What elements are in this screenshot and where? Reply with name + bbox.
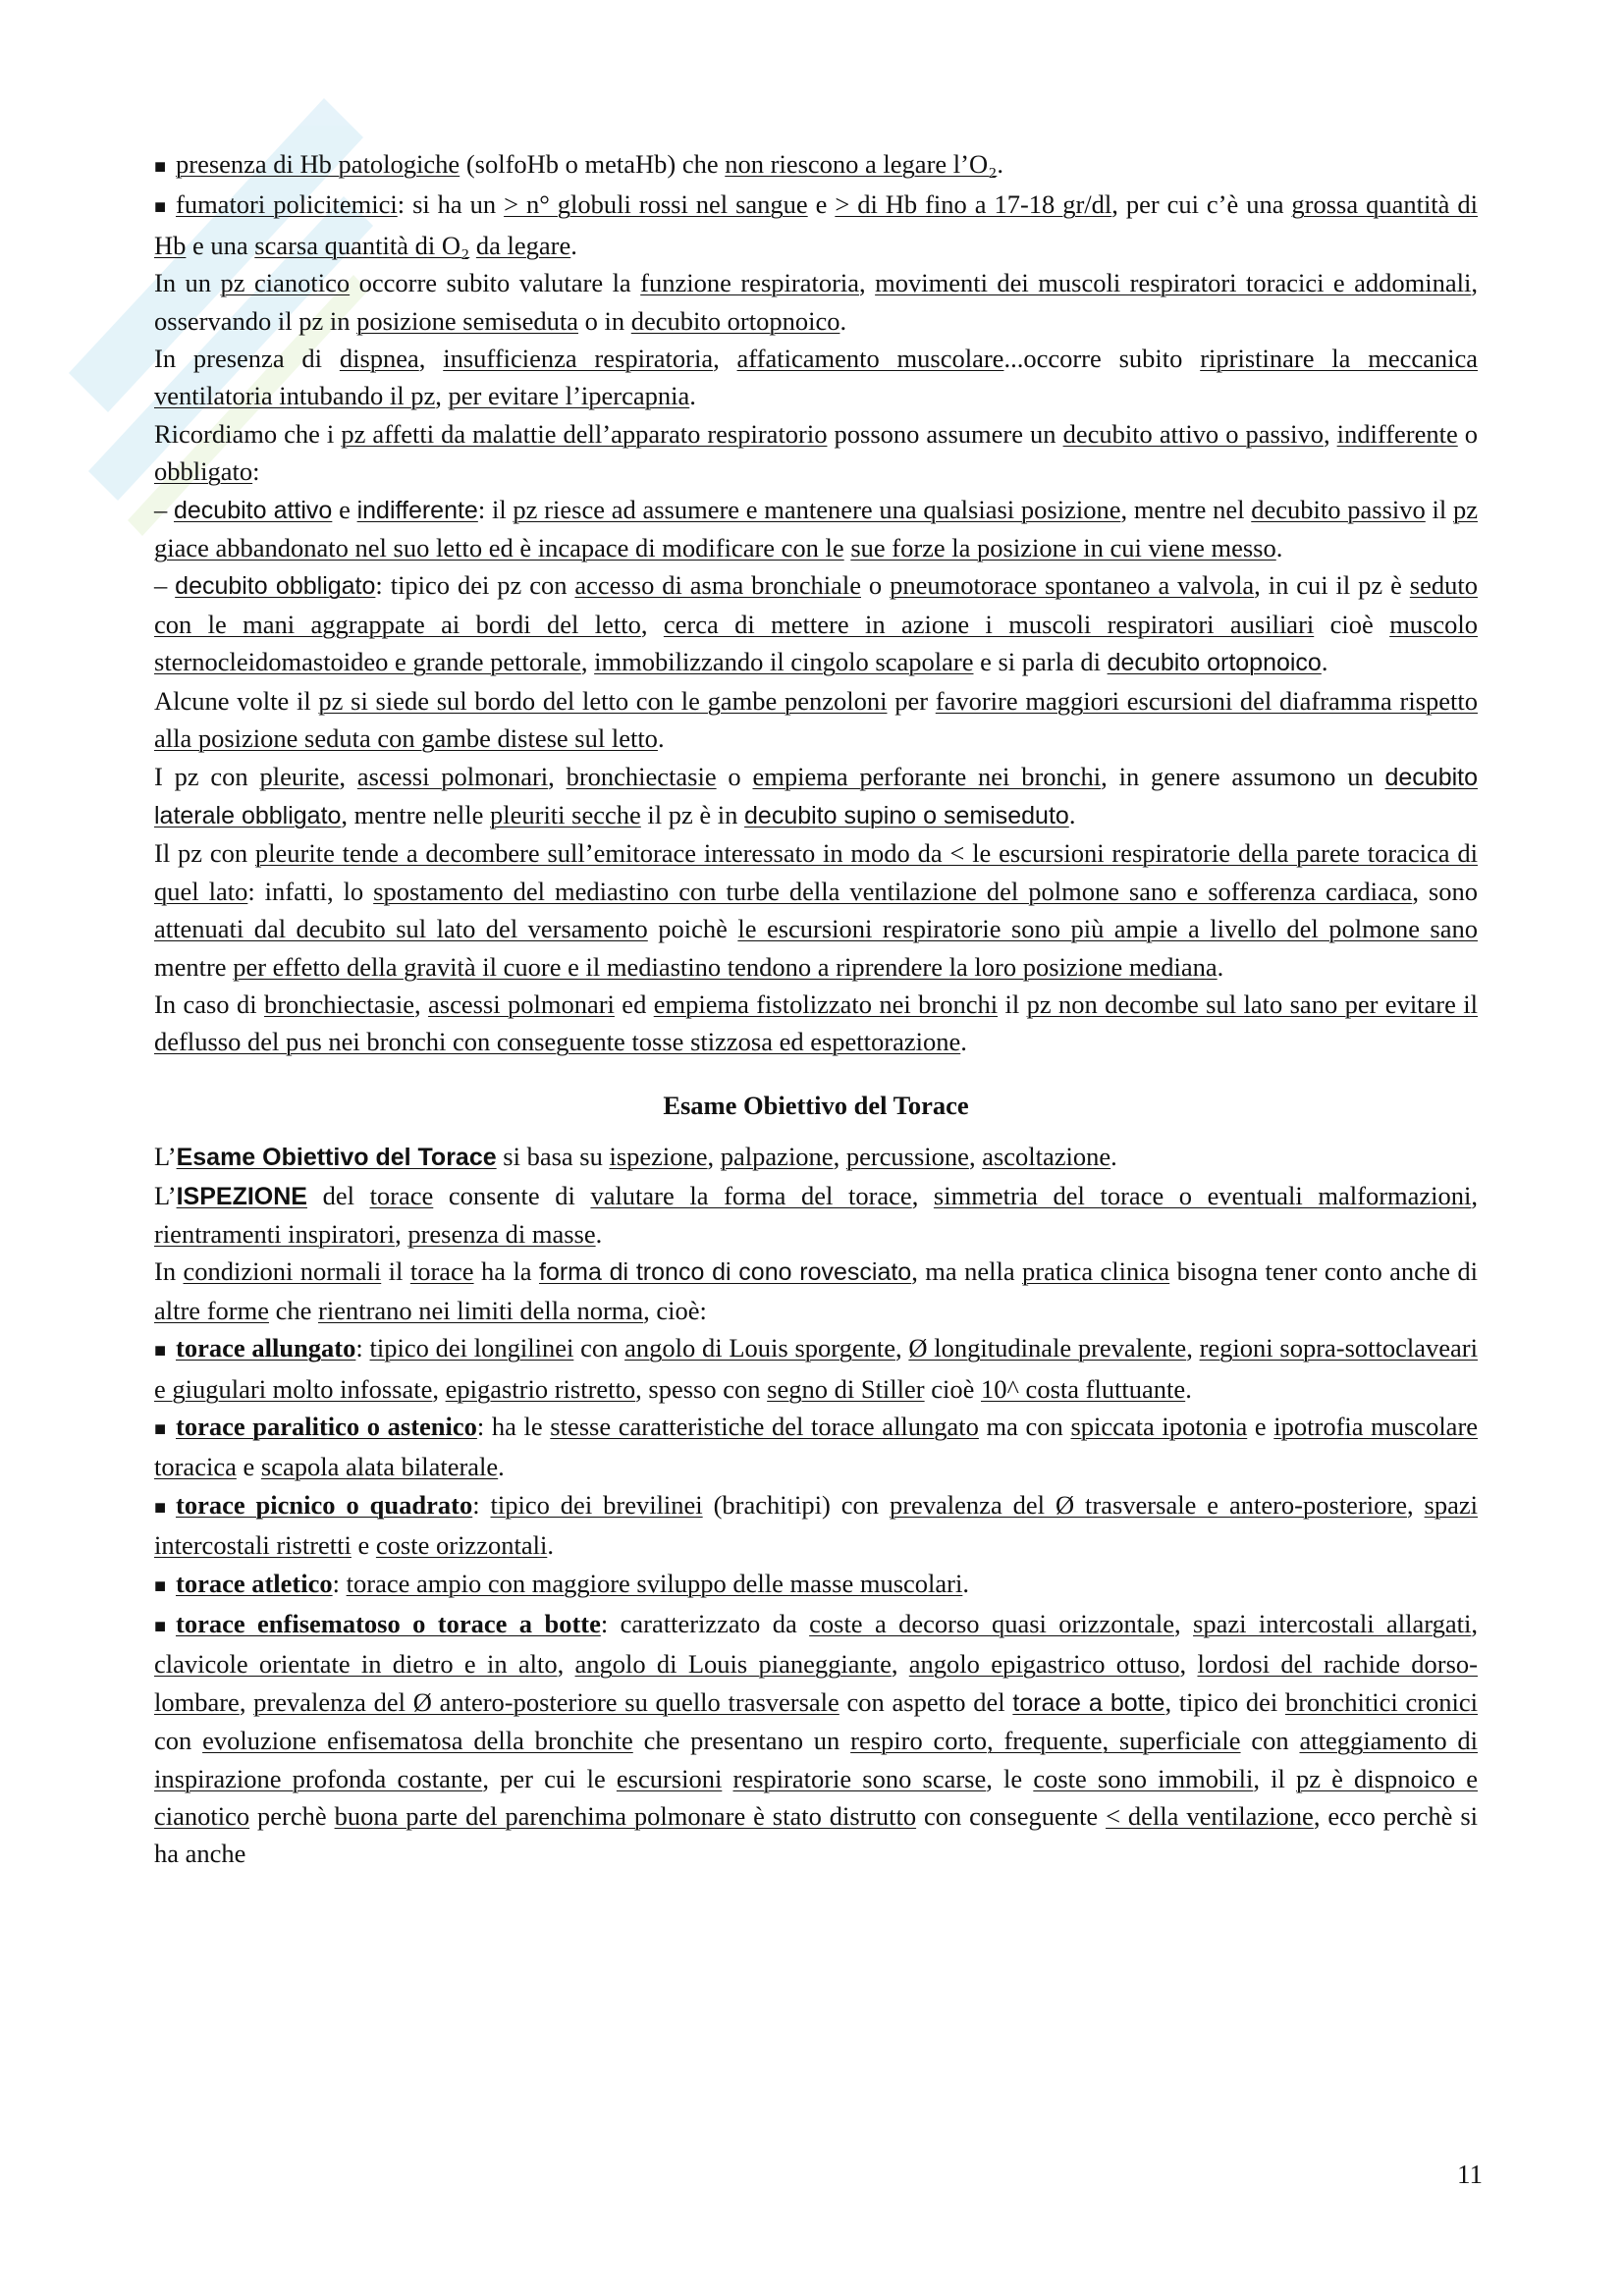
underlined-term: lordosi del rachide dorso-lombare xyxy=(154,1649,1479,1717)
bullet-icon: ■ xyxy=(154,1418,167,1440)
text-run: che xyxy=(268,1295,319,1325)
paragraph xyxy=(154,834,1478,986)
section-esame-obiettivo xyxy=(154,1138,1478,1873)
text-run: o xyxy=(860,570,891,601)
text-run: Ricordiamo che i xyxy=(154,418,342,449)
underlined-term: ripristinare la meccanica ventilatoria intubando il pz xyxy=(154,344,1479,411)
paragraph xyxy=(154,415,1478,491)
text-run: , xyxy=(239,1686,254,1717)
underlined-term: empiema perforante nei bronchi xyxy=(752,761,1102,791)
underlined-term: pz affetti da malattie dell’apparato respiratorio xyxy=(341,418,828,449)
underlined-term: pleurite tende a decombere sull’emitorace interessato in modo da < le escursioni respiratorie della parete toracica di quel lato xyxy=(154,838,1478,906)
text-run: perchè xyxy=(249,1801,335,1832)
underlined-term: torace paralitico o astenico xyxy=(176,1412,477,1441)
text-run: In presenza di xyxy=(154,344,340,374)
text-run: : tipico dei pz con xyxy=(375,570,575,601)
underlined-term: escursioni xyxy=(616,1763,723,1793)
paragraph xyxy=(154,1565,1478,1605)
text-run: cioè xyxy=(924,1373,981,1404)
paragraph xyxy=(154,1605,1478,1873)
text-run: con xyxy=(573,1333,625,1363)
text-run: . xyxy=(962,1568,969,1598)
text-run: . xyxy=(547,1530,554,1561)
underlined-term: ispezione xyxy=(609,1142,708,1172)
underlined-term: obbligato xyxy=(154,456,253,487)
text-run: , xyxy=(833,1142,846,1172)
text-run: , xyxy=(1471,1180,1479,1210)
text-run: : ha le xyxy=(476,1412,551,1441)
underlined-term: > n° globuli rossi nel sangue xyxy=(504,189,808,220)
text-run: , xyxy=(432,1373,446,1404)
underlined-term: clavicole orientate in dietro e in alto xyxy=(154,1649,558,1680)
underlined-term: ipotrofia muscolare toracica xyxy=(154,1412,1479,1482)
text-run: con aspetto del xyxy=(839,1686,1013,1717)
text-run: , ecco perchè si ha anche xyxy=(154,1801,1478,1869)
text-run: , tipico dei xyxy=(1164,1686,1285,1717)
underlined-term: decubito attivo xyxy=(174,496,333,524)
underlined-term: sue forze la posizione in cui viene messo xyxy=(850,533,1276,563)
text-run: . xyxy=(960,1027,967,1057)
text-run: . xyxy=(1217,951,1224,982)
underlined-term: rientrano nei limiti della norma xyxy=(318,1295,644,1325)
text-run: e xyxy=(1247,1412,1274,1441)
underlined-term: angolo di Louis pianeggiante xyxy=(574,1649,892,1680)
underlined-term: ascessi polmonari xyxy=(428,988,615,1019)
text-run: o xyxy=(716,761,753,791)
text-run: si basa su xyxy=(496,1142,610,1172)
bullet-icon: ■ xyxy=(154,1496,167,1519)
underlined-term: spostamento del mediastino con turbe della ventilazione del polmone sano e sofferenza cardiaca xyxy=(373,876,1413,906)
text-run: In un xyxy=(154,268,221,298)
text-run: , xyxy=(713,344,737,374)
text-run: , ma nella xyxy=(911,1256,1023,1287)
underlined-term: angolo di Louis sporgente xyxy=(624,1333,895,1363)
underlined-term: coste sono immobili xyxy=(1033,1763,1254,1793)
underlined-term: pz riesce ad assumere e mantenere una qualsiasi posizione xyxy=(513,494,1121,524)
text-run: e xyxy=(332,494,357,524)
underlined-term: Esame Obiettivo del Torace xyxy=(176,1144,497,1172)
underlined-term: da legare xyxy=(475,230,571,260)
underlined-term: grossa quantità di Hb xyxy=(154,189,1478,260)
underlined-term: evoluzione enfisematosa della bronchite xyxy=(202,1726,633,1756)
bullet-icon: ■ xyxy=(154,1575,167,1597)
underlined-term: accesso di asma bronchiale xyxy=(574,570,861,601)
underlined-term: coste a decorso quasi orizzontale xyxy=(809,1609,1174,1639)
text-run: : xyxy=(332,1568,347,1598)
text-run: con xyxy=(154,1726,203,1756)
text-run: e si parla di xyxy=(973,647,1108,677)
underlined-term: > di Hb fino a 17-18 gr/dl xyxy=(835,189,1112,220)
paragraph xyxy=(154,264,1478,340)
underlined-term: movimenti dei muscoli respiratori toracici e addominali xyxy=(875,268,1472,298)
text-run: In xyxy=(154,1256,184,1287)
paragraph xyxy=(154,986,1478,1061)
paragraph xyxy=(154,566,1478,681)
text-run: . xyxy=(657,723,665,754)
text-run: , cioè: xyxy=(643,1295,707,1325)
underlined-term: scapola alata bilaterale xyxy=(260,1452,499,1482)
text-run: , xyxy=(1179,1649,1198,1680)
text-run: , mentre nel xyxy=(1120,494,1252,524)
paragraph xyxy=(154,340,1478,415)
underlined-term: 10^ costa fluttuante xyxy=(981,1373,1186,1404)
underlined-term: bronchiectasie xyxy=(263,988,414,1019)
text-run: . xyxy=(570,230,577,260)
text-run: del xyxy=(306,1180,370,1210)
underlined-term: muscolo sternocleidomastoideo e grande pettorale xyxy=(154,609,1478,677)
text-run: – xyxy=(154,570,176,601)
underlined-term: pz si siede sul bordo del letto con le gambe penzoloni xyxy=(318,685,888,716)
underlined-term: buona parte del parenchima polmonare è stato distrutto xyxy=(334,1801,917,1832)
text-run: o xyxy=(1457,418,1479,449)
underlined-term: spiccata ipotonia xyxy=(1070,1412,1248,1441)
underlined-term: tipico dei brevilinei xyxy=(490,1489,703,1520)
text-run: , in genere assumono un xyxy=(1101,761,1385,791)
text-run: , xyxy=(548,761,567,791)
paragraph xyxy=(154,1177,1478,1254)
underlined-term: funzione respiratoria xyxy=(640,268,860,298)
text-run: : caratterizzato da xyxy=(600,1609,810,1639)
underlined-term: per effetto della gravità il cuore e il mediastino tendono a riprendere la loro posizione mediana xyxy=(233,951,1218,982)
bullet-icon: ■ xyxy=(154,156,167,178)
underlined-term: decubito ortopnoico xyxy=(630,305,840,336)
text-run: : si ha un xyxy=(397,189,505,220)
text-run: (solfoHb o metaHb) che xyxy=(460,149,726,179)
text-run: , spesso con xyxy=(635,1373,768,1404)
underlined-term: presenza di masse xyxy=(407,1218,596,1249)
underlined-term: coste orizzontali xyxy=(375,1530,548,1561)
underlined-term: decubito supino o semiseduto xyxy=(744,801,1069,829)
underlined-term: ascessi polmonari xyxy=(356,761,549,791)
text-run: e una xyxy=(186,230,255,260)
underlined-term: epigastrio ristretto xyxy=(445,1373,636,1404)
underlined-term: altre forme xyxy=(154,1295,269,1325)
underlined-term: seduto con le mani aggrappate ai bordi del letto xyxy=(154,570,1478,639)
underlined-term: torace xyxy=(369,1180,434,1210)
paragraph xyxy=(154,1329,1478,1408)
underlined-term: dispnea xyxy=(339,344,419,374)
text-run: occorre subito valutare la xyxy=(350,268,641,298)
text-run: , xyxy=(891,1649,909,1680)
text-run: e xyxy=(807,189,836,220)
text-run: ma con xyxy=(978,1412,1071,1441)
paragraph xyxy=(154,145,1478,186)
text-run: L’ xyxy=(154,1142,177,1172)
underlined-term: tipico dei longilinei xyxy=(369,1333,574,1363)
page-number: 11 xyxy=(1457,2160,1483,2189)
underlined-term: scarsa quantità di O₂ xyxy=(254,230,470,260)
text-run: , osservando il pz in xyxy=(154,268,1479,336)
underlined-term: presenza di Hb patologiche xyxy=(176,149,460,179)
text-run: . xyxy=(1110,1142,1117,1172)
text-run: con xyxy=(1240,1726,1300,1756)
text-run: , xyxy=(1406,1489,1425,1520)
text-run: , il xyxy=(1253,1763,1296,1793)
underlined-term: immobilizzando il cingolo scapolare xyxy=(594,647,974,677)
text-run: Il pz con xyxy=(154,838,255,869)
text-run: , xyxy=(1471,1609,1478,1639)
underlined-term: attenuati dal decubito sul lato del versamento xyxy=(154,914,648,944)
underlined-term: pleurite xyxy=(259,761,340,791)
text-run: , xyxy=(418,344,444,374)
text-run: , xyxy=(859,268,876,298)
text-run: In caso di xyxy=(154,988,264,1019)
underlined-term: pratica clinica xyxy=(1022,1256,1170,1287)
bullet-icon: ■ xyxy=(154,1340,167,1362)
underlined-term: prevalenza del Ø trasversale e antero-posteriore xyxy=(889,1489,1407,1520)
underlined-term: posizione semiseduta xyxy=(356,305,579,336)
text-run: . xyxy=(689,381,696,411)
text-run: . xyxy=(595,1218,603,1249)
text-run: , xyxy=(968,1142,983,1172)
underlined-term: pz cianotico xyxy=(220,268,351,298)
text-run: I pz con xyxy=(154,761,260,791)
text-run: il xyxy=(1425,494,1453,524)
paragraph xyxy=(154,186,1478,264)
underlined-term: decubito laterale obbligato xyxy=(154,763,1479,829)
text-run: , xyxy=(895,1333,909,1363)
text-run: . xyxy=(839,305,847,336)
underlined-term: forma di tronco di cono rovesciato xyxy=(539,1258,912,1287)
underlined-term: torace a botte xyxy=(1012,1688,1165,1717)
underlined-term: condizioni normali xyxy=(183,1256,382,1287)
underlined-term: decubito obbligato xyxy=(175,572,376,601)
underlined-term: prevalenza del Ø antero-posteriore su quello trasversale xyxy=(253,1686,839,1717)
text-run: : il xyxy=(477,494,514,524)
underlined-term: decubito passivo xyxy=(1251,494,1426,524)
underlined-term: pz giace abbandonato nel suo letto ed è incapace di modificare con le xyxy=(154,494,1478,563)
underlined-term: indifferente xyxy=(1336,418,1458,449)
text-run: , xyxy=(640,609,664,639)
text-run: , xyxy=(339,761,357,791)
underlined-term: palpazione xyxy=(720,1142,834,1172)
bullet-icon: ■ xyxy=(154,196,167,219)
underlined-term: pleuriti secche xyxy=(490,799,641,829)
text-run: possono assumere un xyxy=(827,418,1063,449)
paragraph xyxy=(154,491,1478,567)
underlined-term: ISPEZIONE xyxy=(176,1182,307,1210)
text-run: , xyxy=(1323,418,1337,449)
underlined-term: percussione xyxy=(845,1142,969,1172)
underlined-term: pz non decombe sul lato sano per evitare il deflusso del pus nei bronchi con conseguente tosse stizzosa ed espettorazione xyxy=(154,988,1479,1057)
text-run: e xyxy=(351,1530,376,1561)
text-run: , xyxy=(580,647,595,677)
text-run: e xyxy=(236,1452,261,1482)
paragraph xyxy=(154,1486,1478,1565)
text-run: , xyxy=(435,381,449,411)
underlined-term: favorire maggiori escursioni del diaframma rispetto alla posizione seduta con gambe distese sul letto xyxy=(154,685,1478,754)
text-run: (brachitipi) con xyxy=(702,1489,890,1520)
underlined-term: spazi intercostali allargati xyxy=(1193,1609,1472,1639)
text-run: il xyxy=(998,988,1027,1019)
text-run: con conseguente xyxy=(916,1801,1107,1832)
text-run: , in cui il pz è xyxy=(1254,570,1410,601)
text-run: poichè xyxy=(647,914,738,944)
underlined-term: torace picnico o quadrato xyxy=(176,1489,473,1520)
text-run: ed xyxy=(614,988,654,1019)
text-run: , xyxy=(1186,1333,1200,1363)
underlined-term: segno di Stiller xyxy=(767,1373,925,1404)
underlined-term: < della ventilazione xyxy=(1106,1801,1314,1832)
paragraph xyxy=(154,1138,1478,1176)
text-run: : xyxy=(355,1333,370,1363)
page-content xyxy=(154,145,1478,1873)
text-run: . xyxy=(997,149,1003,179)
underlined-term: simmetria del torace o eventuali malformazioni xyxy=(933,1180,1472,1210)
underlined-term: per evitare l’ipercapnia xyxy=(448,381,690,411)
text-run: per xyxy=(887,685,936,716)
section-heading: Esame Obiettivo del Torace xyxy=(663,1090,969,1120)
underlined-term: respiratorie sono scarse xyxy=(732,1763,987,1793)
text-run: che presentano un xyxy=(632,1726,851,1756)
underlined-term: cerca di mettere in azione i muscoli respiratori ausiliari xyxy=(663,609,1315,639)
text-run: mentre xyxy=(154,951,234,982)
bullet-icon: ■ xyxy=(154,1616,167,1638)
underlined-term: le escursioni respiratorie sono più ampie a livello del polmone sano xyxy=(737,914,1479,944)
text-run: , per cui le xyxy=(482,1763,617,1793)
underlined-term: pz è dispnoico e cianotico xyxy=(154,1763,1479,1832)
underlined-term: non riescono a legare l’O₂ xyxy=(725,149,998,179)
text-run xyxy=(722,1764,732,1793)
text-run: , xyxy=(395,1218,408,1249)
underlined-term: empiema fistolizzato nei bronchi xyxy=(653,988,999,1019)
text-run: : infatti, lo xyxy=(247,876,374,906)
text-run: L’ xyxy=(154,1180,177,1210)
underlined-term: torace ampio con maggiore sviluppo delle masse muscolari xyxy=(346,1568,963,1598)
text-run: Alcune volte il xyxy=(154,685,319,716)
underlined-term: pneumotorace spontaneo a valvola xyxy=(890,570,1255,601)
underlined-term: torace atletico xyxy=(176,1568,333,1598)
underlined-term: rientramenti inspiratori xyxy=(154,1218,396,1249)
text-run: . xyxy=(498,1452,505,1482)
text-run: cioè xyxy=(1314,609,1390,639)
paragraph xyxy=(154,682,1478,758)
text-run: . xyxy=(1275,533,1283,563)
underlined-term: fumatori policitemici xyxy=(176,189,398,220)
text-run: il xyxy=(381,1256,410,1287)
text-run: , xyxy=(911,1180,934,1210)
underlined-term: regioni sopra-sottoclaveari e giugulari molto infossate xyxy=(154,1333,1478,1404)
paragraph xyxy=(154,1408,1478,1486)
text-run: bisogna tener conto anche di xyxy=(1169,1256,1479,1287)
underlined-term: ascoltazione xyxy=(982,1142,1111,1172)
text-run: – xyxy=(154,494,174,524)
underlined-term: decubito ortopnoico xyxy=(1107,649,1322,677)
paragraph xyxy=(154,758,1478,835)
underlined-term: spazi intercostali ristretti xyxy=(154,1489,1478,1561)
underlined-term: indifferente xyxy=(356,496,478,524)
text-run: : xyxy=(252,456,260,487)
text-run: . xyxy=(1068,799,1076,829)
text-run: ha la xyxy=(473,1256,539,1287)
underlined-term: torace enfisematoso o torace a botte xyxy=(176,1609,601,1639)
underlined-term: angolo epigastrico ottuso xyxy=(908,1649,1180,1680)
text-run: , xyxy=(1174,1609,1194,1639)
underlined-term: bronchiectasie xyxy=(566,761,717,791)
underlined-term: respiro corto, frequente, superficiale xyxy=(850,1726,1241,1756)
underlined-term: Ø longitudinale prevalente xyxy=(908,1333,1187,1363)
text-run: . xyxy=(1185,1373,1192,1404)
text-run xyxy=(469,231,476,260)
text-run: consente di xyxy=(433,1180,591,1210)
text-run: , per cui c’è una xyxy=(1111,189,1292,220)
text-run: , mentre nelle xyxy=(341,799,490,829)
section-intro xyxy=(154,145,1478,1061)
text-run: : xyxy=(472,1489,491,1520)
underlined-term: torace xyxy=(409,1256,474,1287)
underlined-term: decubito attivo o passivo xyxy=(1062,418,1324,449)
underlined-term: torace allungato xyxy=(176,1333,356,1363)
text-run: , xyxy=(414,988,429,1019)
underlined-term: atteggiamento di inspirazione profonda costante xyxy=(154,1726,1479,1793)
underlined-term: stesse caratteristiche del torace allungato xyxy=(550,1412,979,1441)
underlined-term: bronchitici cronici xyxy=(1284,1686,1479,1717)
paragraph xyxy=(154,1253,1478,1329)
text-run: , le xyxy=(986,1763,1034,1793)
text-run: il pz è in xyxy=(640,799,745,829)
text-run: . xyxy=(1321,647,1328,677)
text-run: ...occorre subito xyxy=(1003,344,1201,374)
underlined-term: affaticamento muscolare xyxy=(736,344,1004,374)
underlined-term: insufficienza respiratoria xyxy=(443,344,714,374)
text-run: , xyxy=(557,1649,575,1680)
underlined-term: valutare la forma del torace xyxy=(590,1180,912,1210)
text-run: , xyxy=(707,1142,721,1172)
text-run: , sono xyxy=(1412,876,1478,906)
text-run: o in xyxy=(578,305,631,336)
